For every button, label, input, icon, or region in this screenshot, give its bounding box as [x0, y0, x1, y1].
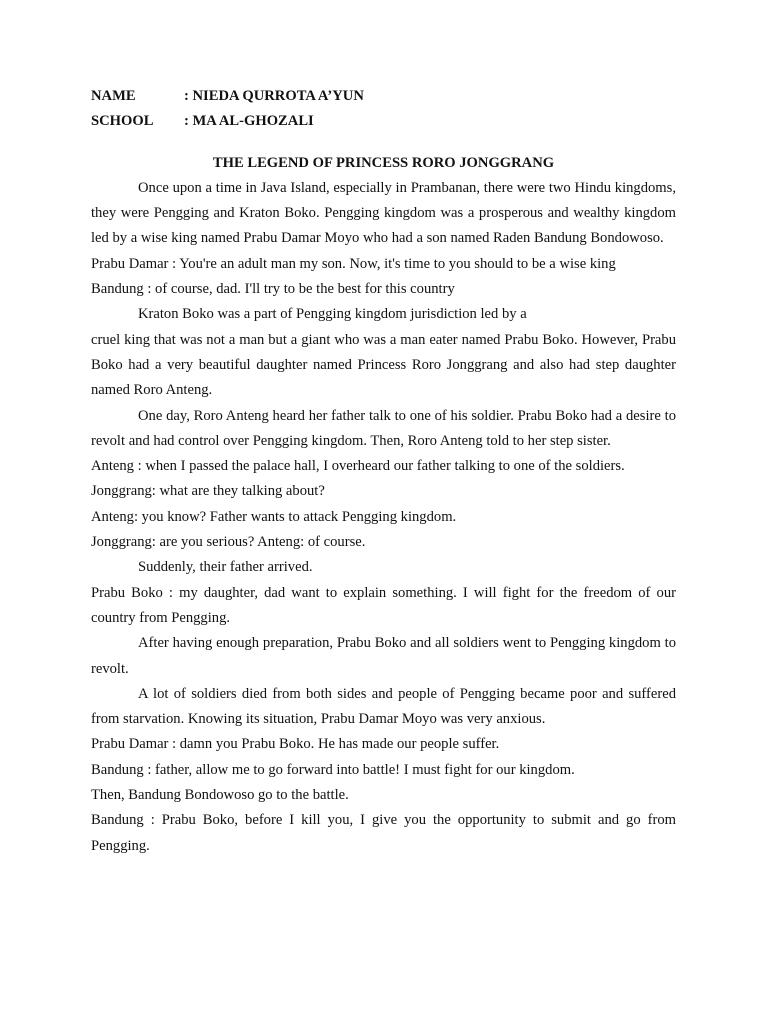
dialogue-line: Jonggrang: are you serious? Anteng: of course.: [91, 534, 366, 551]
paragraph-father-arrived: Suddenly, their father arrived.: [138, 559, 313, 576]
dialogue-line: Anteng : when I passed the palace hall, I overheard our father talking to one of the soldiers.: [91, 458, 625, 475]
paragraph-kraton-boko-cont: cruel king that was not a man but a giant who was a man eater named Prabu Boko. However, Prabu Boko had a very beautiful daughter named Princess Roro Jonggrang and also had step daughter named Roro Anteng.: [91, 331, 676, 399]
dialogue-line: Prabu Damar : damn you Prabu Boko. He has made our people suffer.: [91, 736, 500, 753]
name-value: : NIEDA QURROTA A’YUN: [184, 88, 364, 104]
dialogue-line: Bandung : of course, dad. I'll try to be the best for this country: [91, 281, 455, 298]
paragraph-soldiers-died: A lot of soldiers died from both sides and people of Pengging became poor and suffered from starvation. Knowing its situation, Prabu Damar Moyo was very anxious.: [91, 685, 676, 728]
narration-line: Then, Bandung Bondowoso go to the battle.: [91, 787, 349, 804]
name-row: [91, 84, 676, 109]
name-label: NAME: [91, 88, 136, 104]
paragraph-one-day: One day, Roro Anteng heard her father talk to one of his soldier. Prabu Boko had a desire to revolt and had control over Pengging kingdom. Then, Roro Anteng told to her step sister.: [91, 407, 676, 449]
document-page: [91, 84, 676, 859]
paragraph-kraton-boko-start: Kraton Boko was a part of Pengging kingdom jurisdiction led by a: [138, 306, 527, 323]
dialogue-line: Prabu Boko : my daughter, dad want to explain something. I will fight for the freedom of our country from Pengging.: [91, 584, 676, 626]
dialogue-line: Prabu Damar : You're an adult man my son. Now, it's time to you should to be a wise king: [91, 255, 616, 272]
school-value: : MA AL-GHOZALI: [184, 113, 314, 130]
story-title: THE LEGEND OF PRINCESS RORO JONGGRANG: [212, 154, 555, 171]
paragraph-intro: Once upon a time in Java Island, especially in Prambanan, there were two Hindu kingdoms, they were Pengging and Kraton Boko. Pengging kingdom was a prosperous and wealthy kingdom led by a wise king named Prabu Damar Moyo who had a son named Raden Bandung Bondowoso.: [91, 179, 676, 247]
dialogue-line: Bandung : Prabu Boko, before I kill you, I give you the opportunity to submit and go from Pengging.: [91, 812, 676, 854]
school-row: [91, 109, 676, 134]
dialogue-line: Bandung : father, allow me to go forward into battle! I must fight for our kingdom.: [91, 761, 575, 778]
dialogue-line: Anteng: you know? Father wants to attack Pengging kingdom.: [91, 508, 457, 525]
paragraph-preparation: After having enough preparation, Prabu Boko and all soldiers went to Pengging kingdom to revolt.: [91, 635, 676, 677]
dialogue-line: Jonggrang: what are they talking about?: [91, 483, 325, 500]
school-label: SCHOOL: [91, 113, 154, 130]
